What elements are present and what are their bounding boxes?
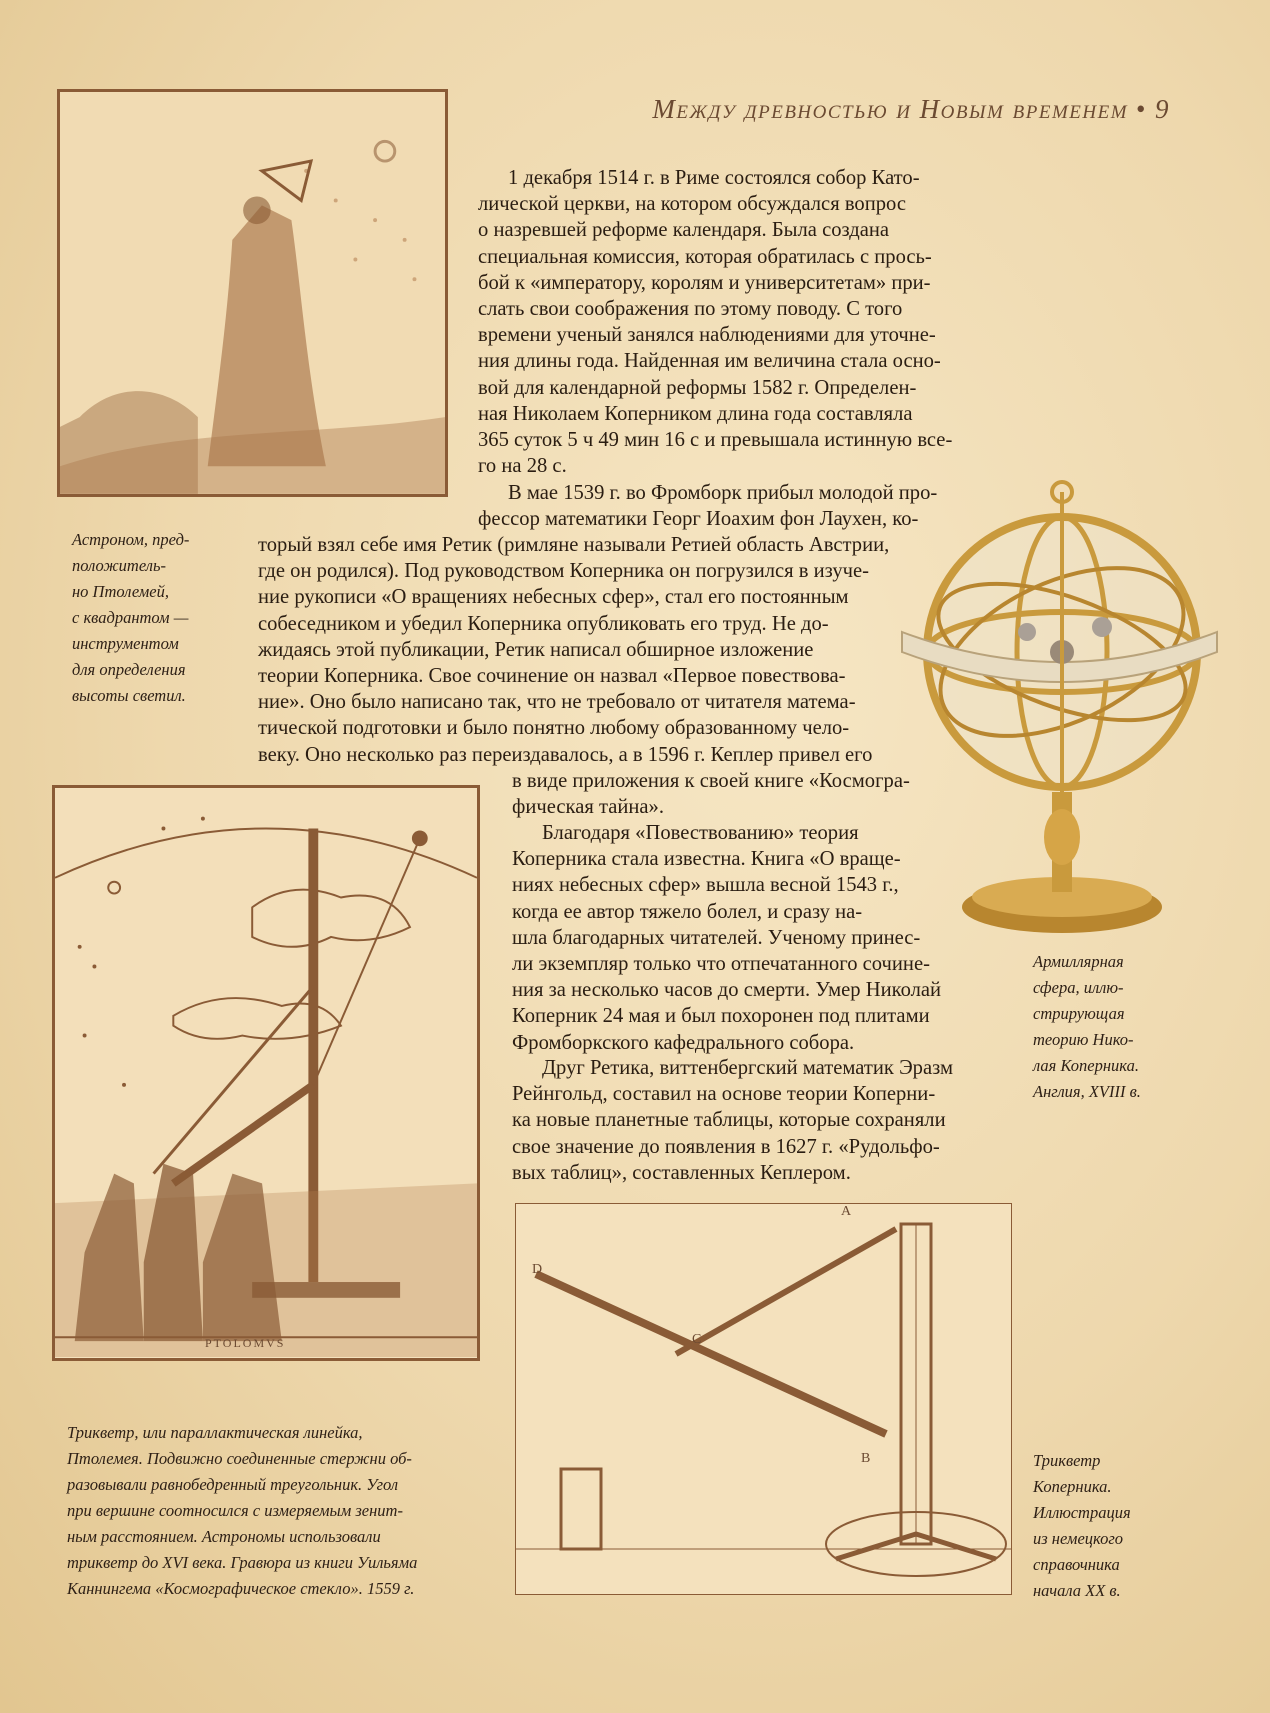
- caption-ptolemy-triquetrum: [67, 1420, 417, 1602]
- text-line: го на 28 с.: [478, 455, 567, 478]
- caption-line: но Птолемей,: [72, 582, 169, 601]
- paragraph-2-middle: [258, 532, 948, 768]
- caption-line: начала XX в.: [1033, 1581, 1121, 1600]
- paragraph-2-start: [478, 480, 978, 532]
- caption-line: разовывали равнобедренный треугольник. Угол: [67, 1475, 399, 1494]
- caption-line: при вершине соотносился с измеряемым зенит-: [67, 1501, 403, 1520]
- text-line: фическая тайна».: [512, 796, 664, 819]
- letter-a: A: [841, 1204, 852, 1219]
- text-line: где он родился). Под руководством Коперника он погрузился в изуче-: [258, 560, 870, 583]
- caption-line: сфера, иллю-: [1033, 978, 1124, 997]
- letter-b: B: [861, 1451, 871, 1466]
- header-bullet: •: [1136, 94, 1147, 124]
- caption-line: лая Коперника.: [1033, 1056, 1139, 1075]
- paragraph-3-end: [512, 951, 1012, 1056]
- ptolemy-triquetrum-drawing: [52, 785, 480, 1361]
- text-line: ния за несколько часов до смерти. Умер Николай: [512, 979, 942, 1002]
- caption-line: Трикветр, или параллактическая линейка,: [67, 1423, 363, 1442]
- text-line: 365 суток 5 ч 49 мин 16 с и превышала истинную все-: [478, 429, 953, 452]
- text-line: тической подготовки и было понятно любому образованному чело-: [258, 717, 850, 740]
- text-line: свое значение до появления в 1627 г. «Рудольфо-: [512, 1135, 940, 1158]
- text-line: торый взял себе имя Ретик (римляне называли Ретией область Австрии,: [258, 534, 890, 556]
- text-line: когда ее автор тяжело болел, и сразу на-: [512, 900, 863, 923]
- text-line: Благодаря «Повествованию» теория: [542, 822, 859, 844]
- paragraph-3-start: [512, 820, 952, 951]
- caption-line: с квадрантом —: [72, 608, 189, 627]
- text-line: Фромборкского кафедрального собора.: [512, 1031, 855, 1054]
- running-header: [652, 94, 1170, 125]
- ptolemy-triquetrum-svg: [55, 788, 477, 1358]
- letter-d: D: [532, 1262, 543, 1277]
- letter-c: C: [692, 1332, 702, 1347]
- text-line: теории Коперника. Свое сочинение он назвал «Первое повествова-: [258, 665, 846, 688]
- caption-line: из немецкого: [1033, 1529, 1124, 1548]
- copernicus-triquetrum-svg: [516, 1204, 1011, 1594]
- text-line: бой к «императору, королям и университетам» при-: [478, 271, 931, 294]
- caption-line: Трикветр: [1033, 1451, 1101, 1470]
- caption-line: Армиллярная: [1033, 952, 1124, 971]
- copernicus-triquetrum-engraving: [515, 1203, 1012, 1595]
- text-line: ния длины года. Найденная им величина стала осно-: [478, 350, 941, 373]
- caption-line: теорию Нико-: [1033, 1030, 1134, 1049]
- caption-line: ным расстоянием. Астрономы использовали: [67, 1527, 381, 1546]
- text-line: ли экземпляр только что отпечатанного сочине-: [512, 953, 930, 975]
- caption-line: инструментом: [72, 634, 179, 653]
- text-line: ниях небесных сфер» вышла весной 1543 г.,: [512, 874, 899, 897]
- text-line: шла благодарных читателей. Ученому принес-: [512, 926, 921, 949]
- caption-line: положитель-: [72, 556, 166, 575]
- text-line: времени ученый занялся наблюдениями для уточне-: [478, 324, 936, 347]
- caption-line: Иллюстрация: [1033, 1503, 1131, 1522]
- paragraph-1: [478, 165, 1008, 479]
- paragraph-4: [512, 1055, 1012, 1186]
- text-line: 1 декабря 1514 г. в Риме состоялся собор Като-: [508, 167, 920, 189]
- caption-line: Каннингема «Космографическое стекло». 1559 г.: [67, 1579, 415, 1598]
- text-line: ка новые планетные таблицы, которые сохраняли: [512, 1109, 946, 1132]
- caption-line: Птолемея. Подвижно соединенные стержни об-: [67, 1449, 412, 1468]
- text-line: ная Николаем Коперником длина года составляла: [478, 402, 913, 425]
- text-line: Друг Ретика, виттенбергский математик Эразм: [542, 1057, 953, 1079]
- text-line: вых таблиц», составленных Кеплером.: [512, 1161, 851, 1184]
- text-line: Рейнгольд, составил на основе теории Коперни-: [512, 1083, 936, 1106]
- paragraph-2-end: [512, 768, 952, 820]
- astronomer-engraving-drawing: [60, 92, 445, 494]
- text-line: собеседником и убедил Коперника опубликовать его труд. Не до-: [258, 612, 829, 635]
- page-number: 9: [1155, 94, 1170, 124]
- caption-line: справочника: [1033, 1555, 1120, 1574]
- text-line: жидаясь этой публикации, Ретик написал обширное изложение: [258, 638, 814, 661]
- caption-line: высоты светил.: [72, 686, 186, 705]
- text-line: о назревшей реформе календаря. Была создана: [478, 219, 890, 242]
- caption-armillary: [1033, 949, 1141, 1105]
- text-line: лической церкви, на котором обсуждался вопрос: [478, 193, 906, 216]
- astronomer-engraving: [57, 89, 448, 497]
- header-title: Между древностью и Новым временем: [652, 94, 1129, 124]
- caption-astronomer: [72, 527, 189, 709]
- caption-line: Астроном, пред-: [72, 530, 190, 549]
- text-line: ние рукописи «О вращениях небесных сфер», стал его постоянным: [258, 586, 849, 609]
- text-line: Коперник 24 мая и был похоронен под плитами: [512, 1005, 930, 1028]
- text-line: Коперника стала известна. Книга «О враще-: [512, 848, 901, 871]
- text-line: в виде приложения к своей книге «Космогра-: [512, 770, 910, 792]
- caption-line: Коперника.: [1033, 1477, 1112, 1496]
- caption-line: трикветр до XVI века. Гравюра из книги Уильяма: [67, 1553, 418, 1572]
- ptolemy-plate-label: PTOLOMVS: [205, 1336, 286, 1350]
- text-line: вой для календарной реформы 1582 г. Определен-: [478, 376, 917, 399]
- caption-line: стрирующая: [1033, 1004, 1125, 1023]
- caption-copernicus-triquetrum: [1033, 1448, 1131, 1604]
- caption-line: Англия, XVIII в.: [1033, 1082, 1141, 1101]
- text-line: специальная комиссия, которая обратилась с прось-: [478, 245, 932, 268]
- text-line: ние». Оно было написано так, что не требовало от читателя матема-: [258, 691, 856, 714]
- text-line: веку. Оно несколько раз переиздавалось, а в 1596 г. Кеплер привел его: [258, 743, 873, 766]
- caption-line: для определения: [72, 660, 186, 679]
- text-line: В мае 1539 г. во Фромборк прибыл молодой про-: [508, 482, 938, 504]
- text-line: слать свои соображения по этому поводу. С того: [478, 298, 903, 321]
- text-line: фессор математики Георг Иоахим фон Лаухен, ко-: [478, 508, 919, 531]
